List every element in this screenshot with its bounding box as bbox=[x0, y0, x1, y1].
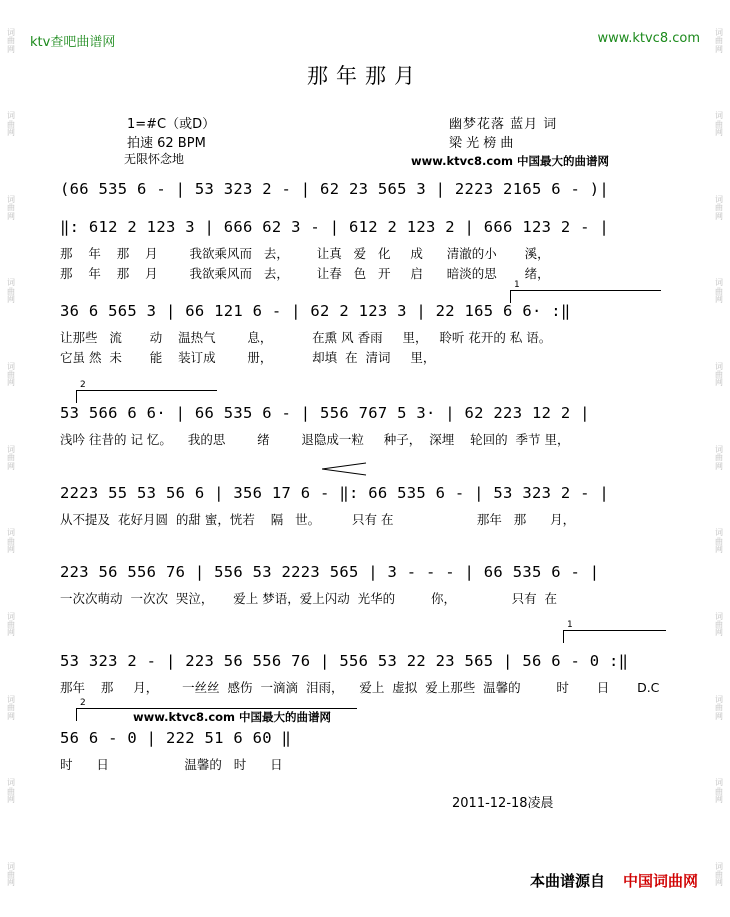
watermark-text: 词 曲 网 bbox=[7, 111, 15, 138]
watermark-text: 词 曲 网 bbox=[715, 861, 723, 888]
lyricist-credit: 幽梦花落 蓝月 词 bbox=[449, 117, 558, 132]
notation-line: 53 323 2 - | 223 56 556 76 | 556 53 22 23 565 | 56 6 - 0 :‖ bbox=[60, 652, 629, 670]
date-stamp: 2011-12-18凌晨 bbox=[452, 796, 554, 811]
watermark-text: 词 曲 网 bbox=[7, 694, 15, 721]
source-site: 中国词曲网 bbox=[622, 872, 698, 890]
notation-line: 223 56 556 76 | 556 53 2223 565 | 3 - - - | 66 535 6 - | bbox=[60, 563, 600, 581]
right-watermark-strip bbox=[708, 0, 730, 917]
watermark-text: 词 曲 网 bbox=[7, 194, 15, 221]
lyric-line: 那 年 那 月 我欲乘风而 去， 让春 色 开 启 暗淡的思 绪， bbox=[60, 266, 550, 281]
site-name-left: ktv查吧曲谱网 bbox=[30, 35, 116, 50]
lyric-line: 让那些 流 动 温热气 息， 在熏 风 香雨 里， 聆听 花开的 私 语。 bbox=[60, 330, 552, 345]
second-ending-bracket-2: 2 bbox=[76, 708, 357, 721]
watermark-text: 词 曲 网 bbox=[715, 611, 723, 638]
key-signature: 1=#C（或D） bbox=[127, 117, 216, 132]
watermark-text: 词 曲 网 bbox=[715, 111, 723, 138]
first-ending-bracket-2: 1 bbox=[563, 630, 666, 643]
left-watermark-strip bbox=[0, 0, 22, 917]
notation-line: 56 6 - 0 | 222 51 6 60 ‖ bbox=[60, 729, 292, 747]
watermark-text: 词 曲 网 bbox=[715, 444, 723, 471]
lyric-line: 时 日 温馨的 时 日 bbox=[60, 757, 283, 772]
watermark-text: 词 曲 网 bbox=[715, 528, 723, 555]
site-promo: www.ktvc8.com 中国最大的曲谱网 bbox=[411, 154, 610, 168]
watermark-text: 词 曲 网 bbox=[715, 194, 723, 221]
watermark-text: 词 曲 网 bbox=[715, 778, 723, 805]
lyric-line: 那年 那 月， 一丝丝 感伤 一滴滴 泪雨， 爱上 虚拟 爱上那些 温馨的 时 日 D.C bbox=[60, 680, 660, 695]
watermark-text: 词 曲 网 bbox=[7, 528, 15, 555]
watermark-text: 词 曲 网 bbox=[7, 444, 15, 471]
notation-line: 53 566 6 6· | 66 535 6 - | 556 767 5 3· | 62 223 12 2 | bbox=[60, 404, 590, 422]
watermark-text: 词 曲 网 bbox=[7, 778, 15, 805]
notation-line: ‖: 612 2 123 3 | 666 62 3 - | 612 2 123 2 | 666 123 2 - | bbox=[60, 218, 610, 236]
lyric-line: 它虽 然 未 能 装订成 册， 却填 在 清词 里， bbox=[60, 350, 436, 365]
song-title: 那年那月 bbox=[307, 64, 423, 88]
watermark-text: 词 曲 网 bbox=[7, 611, 15, 638]
watermark-text: 词 曲 网 bbox=[7, 28, 15, 54]
source-footer bbox=[530, 870, 698, 891]
second-ending-bracket: 2 bbox=[76, 390, 217, 403]
expression-mark: 无限怀念地 bbox=[124, 152, 185, 166]
source-label: 本曲谱源自 bbox=[529, 872, 605, 890]
watermark-text: 词 曲 网 bbox=[715, 28, 723, 54]
notation-line: 2223 55 53 56 6 | 356 17 6 - ‖: 66 535 6 - | 53 323 2 - | bbox=[60, 484, 610, 502]
lyric-line: 浅吟 往昔的 记 忆。 我的思 绪 退隐成一粒 种子， 深埋 轮回的 季节 里， bbox=[60, 432, 570, 447]
first-ending-bracket: 1 bbox=[510, 290, 661, 303]
watermark-text: 词 曲 网 bbox=[715, 361, 723, 388]
notation-line: (66 535 6 - | 53 323 2 - | 62 23 565 3 | 2223 2165 6 - )| bbox=[60, 180, 610, 198]
composer-credit: 梁 光 榜 曲 bbox=[449, 136, 514, 151]
lyric-line: 从不提及 花好月圆 的甜 蜜，恍若 隔 世。 只有 在 那年 那 月， bbox=[60, 512, 576, 527]
watermark-text: 词 曲 网 bbox=[7, 861, 15, 888]
watermark-text: 词 曲 网 bbox=[715, 278, 723, 304]
watermark-text: 词 曲 网 bbox=[7, 278, 15, 304]
watermark-text: 词 曲 网 bbox=[715, 694, 723, 721]
site-url-right: www.ktvc8.com bbox=[597, 31, 700, 46]
notation-line: 36 6 565 3 | 66 121 6 - | 62 2 123 3 | 22 165 6 6· :‖ bbox=[60, 302, 571, 320]
site-promo-2: www.ktvc8.com 中国最大的曲谱网 bbox=[133, 710, 332, 724]
diminuendo-mark bbox=[322, 462, 368, 476]
tempo: 拍速 62 BPM bbox=[127, 136, 206, 151]
lyric-line: 一次次萌动 一次次 哭泣， 爱上 梦语，爱上闪动 光华的 你， 只有 在 bbox=[60, 591, 558, 606]
watermark-text: 词 曲 网 bbox=[7, 361, 15, 388]
lyric-line: 那 年 那 月 我欲乘风而 去， 让真 爱 化 成 清澈的小 溪， bbox=[60, 246, 550, 261]
